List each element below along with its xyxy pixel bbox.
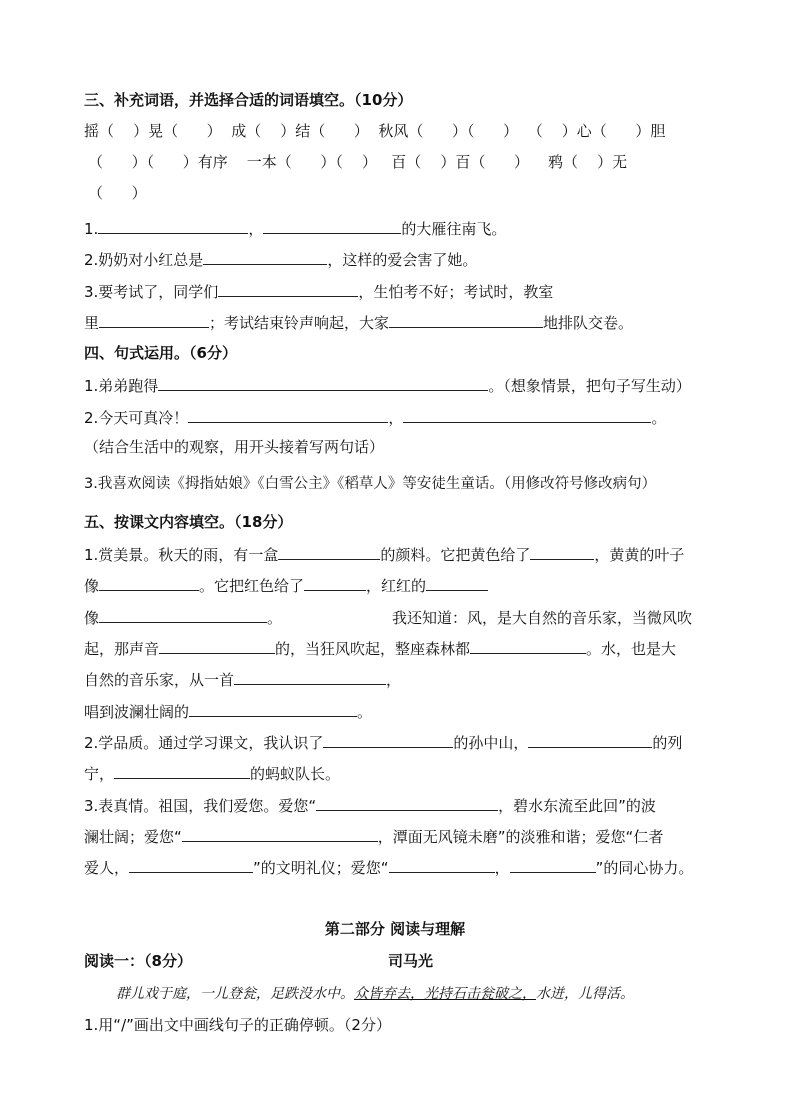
section3-q1: 1. ， 的大雁往南飞。 — [84, 217, 506, 239]
section3-words-row3: （ ） — [88, 184, 147, 202]
blank-line[interactable] — [114, 762, 250, 779]
section5-line4: 起，那声音 的，当狂风吹起，整座森林都 。水，也是大 — [84, 637, 676, 659]
section4-q2-note: （结合生活中的观察，用开头接着写两句话） — [84, 438, 385, 456]
section3-q3: 3.要考试了，同学们 ，生怕考不好；考试时，教室 — [84, 280, 553, 302]
section3-q2: 2.奶奶对小红总是 ，这样的爱会害了她。 — [84, 248, 477, 270]
blank-line[interactable] — [528, 731, 652, 748]
blank-line[interactable] — [403, 406, 651, 423]
section4-title: 四、句式运用。（6分） — [84, 344, 237, 362]
blank-line[interactable] — [159, 637, 275, 654]
blank-line[interactable] — [158, 374, 488, 391]
section4-q1: 1.弟弟跑得 。（想象情景，把句子写生动） — [84, 374, 691, 396]
blank-line[interactable] — [389, 856, 495, 873]
blank-line[interactable] — [304, 574, 366, 591]
section5-line2: 像 。它把红色给了 ，红红的 — [84, 574, 488, 596]
reading1-q1: 1.用“/”画出文中画线句子的正确停顿。（2分） — [84, 1016, 391, 1034]
section3-q3-cont: 里 ；考试结束铃声响起，大家 地排队交卷。 — [84, 311, 633, 333]
blank-line[interactable] — [218, 280, 358, 297]
section4-q2: 2.今天可真冷！ ， 。 — [84, 406, 666, 428]
blank-line[interactable] — [182, 825, 378, 842]
blank-line[interactable] — [188, 406, 388, 423]
blank-line[interactable] — [99, 574, 199, 591]
section5-line11: 爱人， ”的文明礼仪；爱您“ ， ”的同心协力。 — [84, 856, 693, 878]
section5-line1: 1.赏美景。秋天的雨，有一盒 的颜料。它把黄色给了 ，黄黄的叶子 — [84, 543, 684, 565]
section3-words-row1: 摇（ ）晃（ ） 成（ ）结（ ） 秋风（ ）（ ） （ ）心（ ）胆 — [84, 122, 666, 140]
blank-line[interactable] — [99, 311, 209, 328]
part2-title: 第二部分 阅读与理解 — [324, 920, 466, 938]
section3-words-row2: （ ）（ ）有序 一本（ ）（ ） 百（ ）百（ ） 鸦（ ）无 — [88, 153, 628, 171]
section5-line10: 澜壮阔；爱您“ ，潭面无风镜未磨”的淡雅和谐；爱您“仁者 — [84, 825, 663, 847]
blank-line[interactable] — [323, 731, 453, 748]
blank-line[interactable] — [426, 574, 488, 591]
blank-line[interactable] — [389, 311, 543, 328]
section5-title: 五、按课文内容填空。（18分） — [84, 513, 293, 531]
blank-line[interactable] — [203, 248, 327, 265]
blank-line[interactable] — [278, 543, 380, 560]
section4-q3: 3.我喜欢阅读《拇指姑娘》《白雪公主》《稻草人》等安徒生童话。（用修改符号修改病句） — [84, 476, 657, 492]
section5-line5: 自然的音乐家，从一首 ， — [84, 668, 401, 690]
blank-line[interactable] — [98, 217, 248, 234]
blank-line[interactable] — [99, 606, 267, 623]
blank-line[interactable] — [510, 856, 596, 873]
section5-line7: 2.学品质。通过学习课文，我认识了 的孙中山， 的列 — [84, 731, 682, 753]
blank-line[interactable] — [129, 856, 253, 873]
section5-line3: 像 。 我还知道：风，是大自然的音乐家，当微风吹 — [84, 606, 692, 628]
underlined-sentence: 众皆弃去，光持石击瓮破之， — [354, 986, 536, 1002]
section5-line9: 3.表真情。祖国，我们爱您。爱您“ ，碧水东流至此回”的波 — [84, 794, 656, 816]
blank-line[interactable] — [189, 700, 357, 717]
section5-line6: 唱到波澜壮阔的 。 — [84, 700, 372, 722]
section5-line8: 宁， 的蚂蚁队长。 — [84, 762, 340, 784]
blank-line[interactable] — [470, 637, 586, 654]
section3-title: 三、补充词语，并选择合适的词语填空。（10分） — [84, 91, 413, 109]
blank-line[interactable] — [316, 794, 498, 811]
reading1-label: 阅读一：（8分） — [84, 952, 192, 970]
blank-line[interactable] — [263, 217, 401, 234]
blank-line[interactable] — [234, 668, 386, 685]
blank-line[interactable] — [530, 543, 594, 560]
reading1-title: 司马光 — [388, 952, 434, 970]
reading1-passage: 群儿戏于庭，一儿登瓮，足跌没水中。众皆弃去，光持石击瓮破之，水迸，儿得活。 — [116, 986, 634, 1002]
